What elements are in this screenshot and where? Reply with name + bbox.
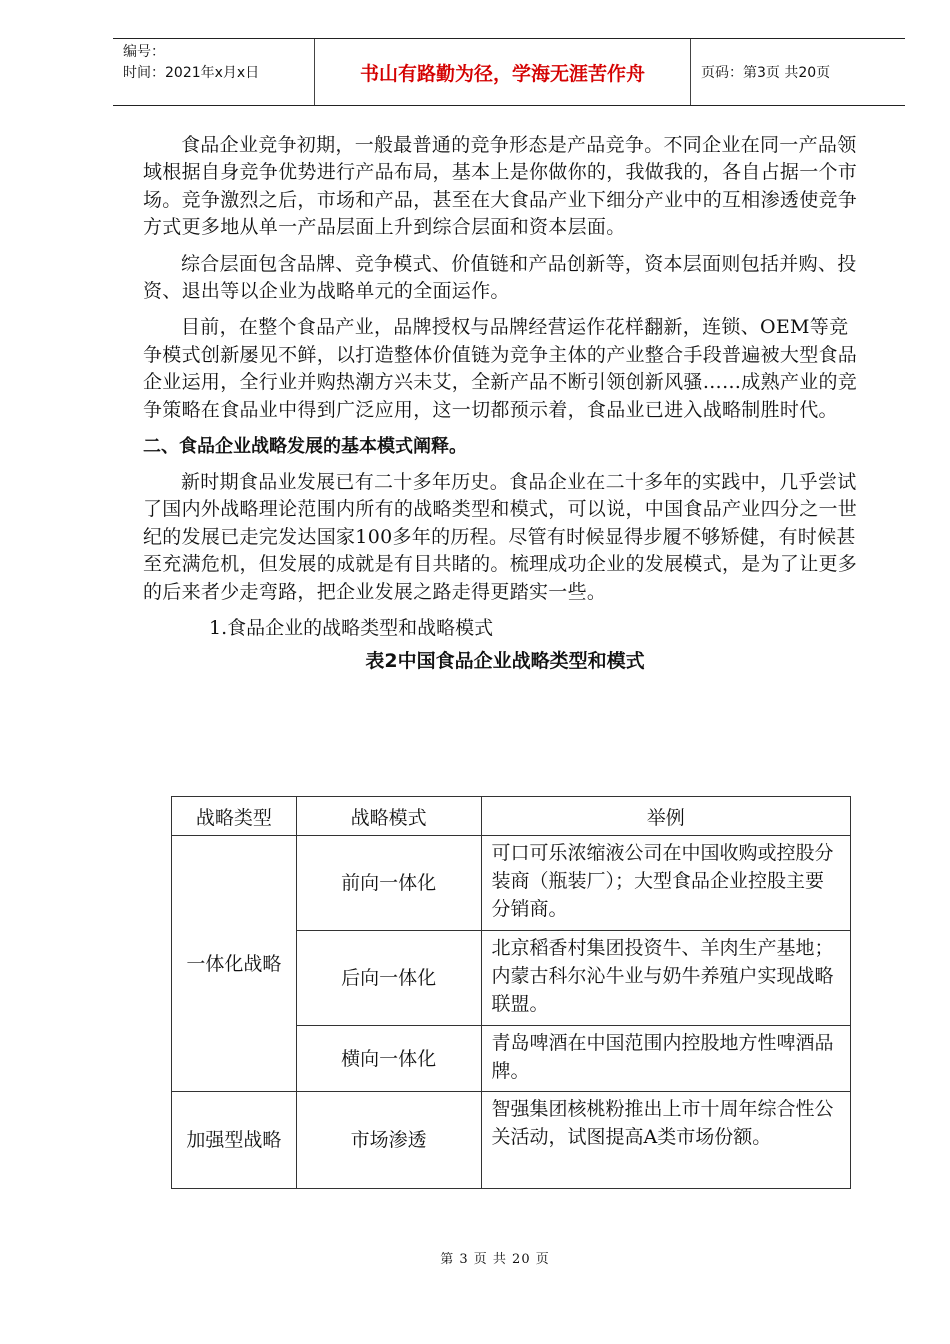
strategy-mode-cell: 前向一体化 <box>296 836 481 931</box>
example-cell: 北京稻香村集团投资牛、羊肉生产基地；内蒙古科尔沁牛业与奶牛养殖户实现战略联盟。 <box>481 931 850 1026</box>
paragraph-1: 食品企业竞争初期，一般最普通的竞争形态是产品竞争。不同企业在同一产品领域根据自身竞争优势进行产品布局，基本上是你做你的，我做我的，各自占据一个市场。竞争激烈之后，市场和产品，甚至在大食品产业下细分产业中的互相渗透使竞争方式更多地从单一产品层面上升到综合层面和资本层面。 <box>143 134 858 239</box>
document-body <box>143 132 863 681</box>
example-cell: 智强集团核桃粉推出上市十周年综合性公关活动，试图提高A类市场份额。 <box>481 1092 850 1189</box>
strategy-mode-cell: 后向一体化 <box>296 931 481 1026</box>
strategy-mode-cell: 横向一体化 <box>296 1026 481 1092</box>
header-strategy-mode: 战略模式 <box>296 797 481 836</box>
page-header <box>113 38 905 106</box>
sub-heading-1: 1.食品企业的战略类型和战略模式 <box>209 617 494 640</box>
header-example: 举例 <box>481 797 850 836</box>
example-cell: 可口可乐浓缩液公司在中国收购或控股分装商（瓶装厂）；大型食品企业控股主要分销商。 <box>481 836 850 931</box>
table-header-row <box>172 797 851 836</box>
header-motto: 书山有路勤为径，学海无涯苦作舟 <box>315 39 691 105</box>
table-row <box>172 1092 851 1189</box>
example-cell: 青岛啤酒在中国范围内控股地方性啤酒品牌。 <box>481 1026 850 1092</box>
strategy-table <box>171 796 851 1189</box>
paragraph-3: 目前，在整个食品产业，品牌授权与品牌经营运作花样翻新，连锁、OEM等竞争模式创新屡见不鲜，以打造整体价值链为竞争主体的产业整合手段普遍被大型食品企业运用，全行业并购热潮方兴未艾，全新产品不断引领创新风骚……成熟产业的竞争策略在食品业中得到广泛应用，这一切都预示着，食品业已进入战略制胜时代。 <box>143 316 858 421</box>
header-strategy-type: 战略类型 <box>172 797 297 836</box>
strategy-type-cell: 加强型战略 <box>172 1092 297 1189</box>
header-time: 时间：2021年x月x日 <box>123 65 260 81</box>
section-2-paragraph: 新时期食品业发展已有二十多年历史。食品企业在二十多年的实践中，几乎尝试了国内外战略理论范围内所有的战略类型和模式，可以说，中国食品产业四分之一世纪的发展已走完发达国家100多年的历程。尽管有时候显得步履不够矫健，有时候甚至充满危机，但发展的成就是有目共睹的。梳理成功企业的发展模式，是为了让更多的后来者少走弯路，把企业发展之路走得更踏实一些。 <box>143 471 858 603</box>
strategy-type-cell: 一体化战略 <box>172 836 297 1092</box>
paragraph-2: 综合层面包含品牌、竞争模式、价值链和产品创新等，资本层面则包括并购、投资、退出等以企业为战略单元的全面运作。 <box>143 252 857 303</box>
header-meta <box>113 39 315 105</box>
header-page-info: 页码：第3页 共20页 <box>701 65 831 81</box>
page-footer: 第 3 页 共 20 页 <box>440 1252 550 1267</box>
table-caption: 表2中国食品企业战略类型和模式 <box>365 650 645 673</box>
table-row <box>172 836 851 931</box>
section-2-heading: 二、食品企业战略发展的基本模式阐释。 <box>143 436 467 458</box>
header-number: 编号： <box>123 44 165 60</box>
strategy-mode-cell: 市场渗透 <box>296 1092 481 1189</box>
